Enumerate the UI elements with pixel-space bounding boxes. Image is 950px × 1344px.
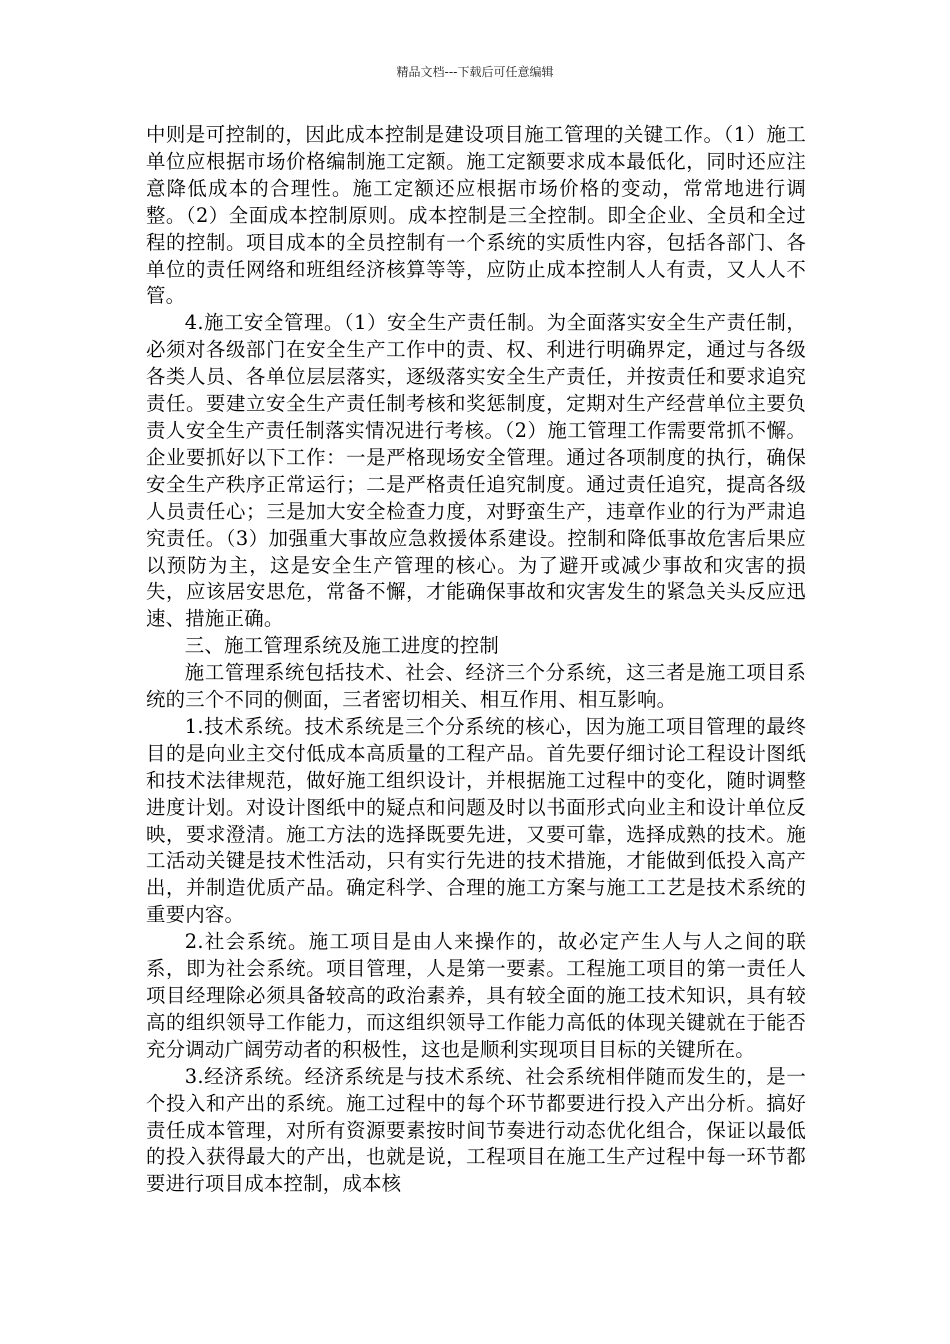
document-body [146, 122, 806, 1198]
section-heading-management-system: 三、施工管理系统及施工进度的控制 [184, 634, 500, 658]
page-header: 精品文档---下载后可任意编辑 [396, 65, 554, 79]
paragraph-cost-control: 中则是可控制的，因此成本控制是建设项目施工管理的关键工作。（1）施工单位应根据市场价格编制施工定额。施工定额要求成本最低化，同时还应注意降低成本的合理性。施工定额还应根据市场价格的变动，常常地进行调整。（2）全面成本控制原则。成本控制是三全控制。即全企业、全员和全过程的控制。项目成本的全员控制有一个系统的实质性内容，包括各部门、各单位的责任网络和班组经济核算等等，应防止成本控制人人有责，又人人不管。 [146, 123, 806, 308]
paragraph-technical-system: 1.技术系统。技术系统是三个分系统的核心，因为施工项目管理的最终目的是向业主交付低成本高质量的工程产品。首先要仔细讨论工程设计图纸和技术法律规范，做好施工组织设计，并根据施工过程中的变化，随时调整进度计划。对设计图纸中的疑点和问题及时以书面形式向业主和设计单位反映，要求澄清。施工方法的选择既要先进，又要可靠，选择成熟的技术。施工活动关键是技术性活动，只有实行先进的技术措施，才能做到低投入高产出，并制造优质产品。确定科学、合理的施工方案与施工工艺是技术系统的重要内容。 [146, 714, 806, 927]
paragraph-social-system: 2.社会系统。施工项目是由人来操作的，故必定产生人与人之间的联系，即为社会系统。项目管理，人是第一要素。工程施工项目的第一责任人项目经理除必须具备较高的政治素养，具有较全面的施工技术知识，具有较高的组织领导工作能力，而这组织领导工作能力高低的体现关键就在于能否充分调动广阔劳动者的积极性，这也是顺利实现项目目标的关键所在。 [146, 930, 806, 1061]
paragraph-economic-system: 3.经济系统。经济系统是与技术系统、社会系统相伴随而发生的，是一个投入和产出的系统。施工过程中的每个环节都要进行投入产出分析。搞好责任成本管理，对所有资源要素按时间节奏进行动态优化组合，保证以最低的投入获得最大的产出，也就是说，工程项目在施工生产过程中每一环节都要进行项目成本控制，成本核 [146, 1064, 806, 1196]
paragraph-system-overview: 施工管理系统包括技术、社会、经济三个分系统，这三者是施工项目系统的三个不同的侧面，三者密切相关、相互作用、相互影响。 [146, 661, 806, 712]
paragraph-safety-management: 4.施工安全管理。（1）安全生产责任制。为全面落实安全生产责任制，必须对各级部门在安全生产工作中的责、权、利进行明确界定，通过与各级各类人员、各单位层层落实，逐级落实安全生产责任，并按责任和要求追究责任。要建立安全生产责任制考核和奖惩制度，定期对生产经营单位主要负责人安全生产责任制落实情况进行考核。（2）施工管理工作需要常抓不懈。企业要抓好以下工作：一是严格现场安全管理。通过各项制度的执行，确保安全生产秩序正常运行；二是严格责任追究制度。通过责任追究，提高各级人员责任心；三是加大安全检查力度，对野蛮生产，违章作业的行为严肃追究责任。（3）加强重大事故应急救援体系建设。控制和降低事故危害后果应以预防为主，这是安全生产管理的核心。为了避开或减少事故和灾害的损失，应该居安思危，常备不懈，才能确保事故和灾害发生的紧急关头反应迅速、措施正确。 [146, 311, 806, 631]
